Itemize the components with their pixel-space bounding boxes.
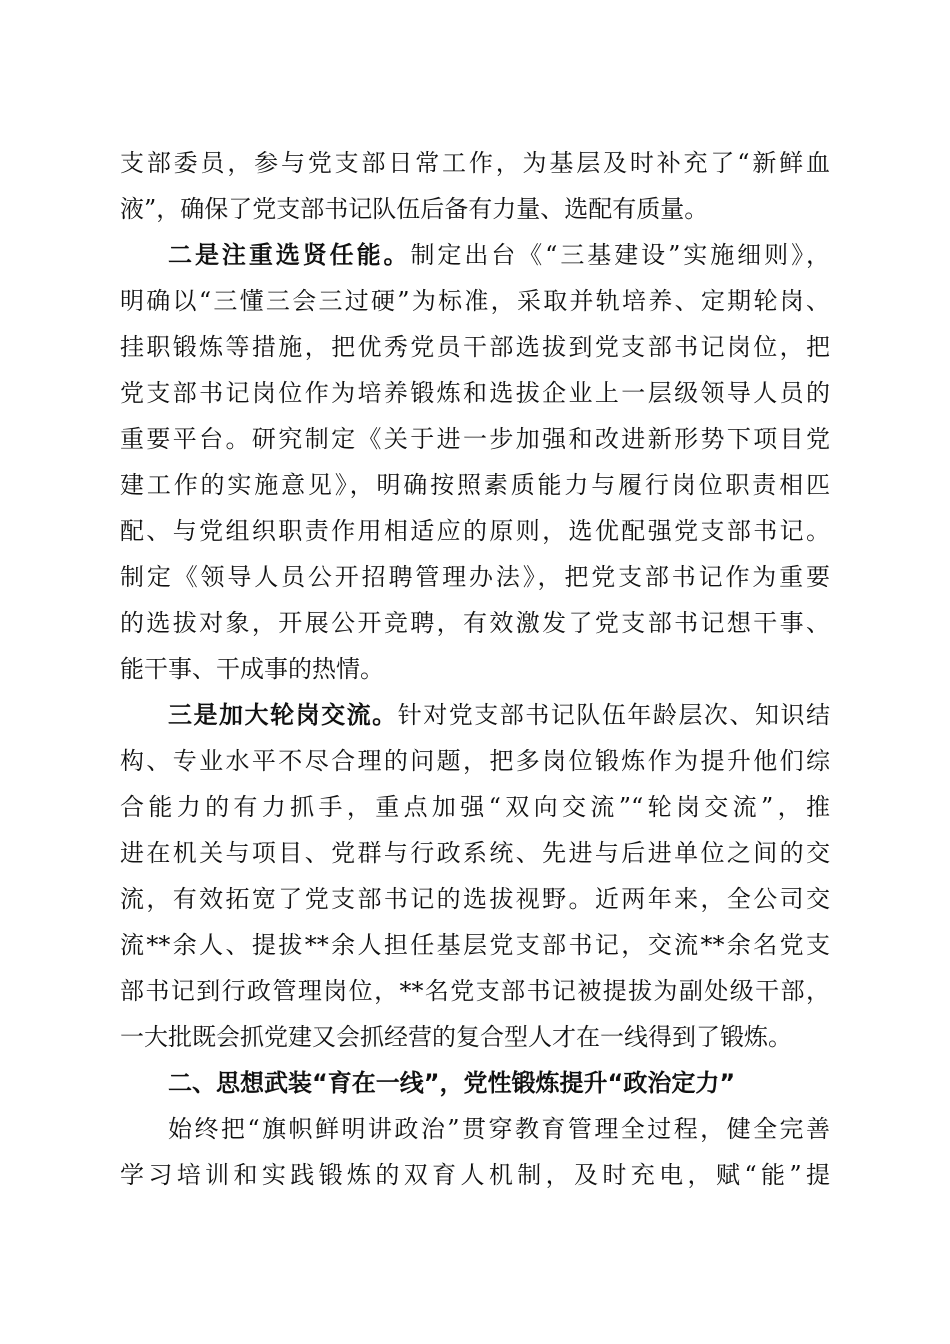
para2-first-line [168, 233, 830, 277]
para2-lead: 二是注重选贤任能。 [168, 241, 411, 269]
para4-line-2: 学习培训和实践锻炼的双育人机制，及时充电，赋“能”提 [120, 1161, 830, 1189]
para2-line-3: 挂职锻炼等措施，把优秀党员干部选拔到党支部书记岗位，把 [120, 333, 830, 361]
para3-first-rest: 针对党支部书记队伍年龄层次、知识结 [397, 701, 830, 729]
para2-line-9: 的选拔对象，开展公开竞聘，有效激发了党支部书记想干事、 [120, 609, 830, 637]
para2-line-7: 配、与党组织职责作用相适应的原则，选优配强党支部书记。 [120, 517, 830, 545]
para3-line-6: 流**余人、提拔**余人担任基层党支部书记，交流**余名党支 [120, 931, 830, 959]
para3-line-5: 流，有效拓宽了党支部书记的选拔视野。近两年来，全公司交 [120, 885, 830, 913]
para2-line-6: 建工作的实施意见》，明确按照素质能力与履行岗位职责相匹 [120, 471, 830, 499]
para2-line-8: 制定《领导人员公开招聘管理办法》，把党支部书记作为重要 [120, 563, 830, 591]
para2-line-5: 重要平台。研究制定《关于进一步加强和改进新形势下项目党 [120, 425, 830, 453]
para4-line-1: 始终把“旗帜鲜明讲政治”贯穿教育管理全过程，健全完善 [168, 1115, 830, 1143]
para3-line-8: 一大批既会抓党建又会抓经营的复合型人才在一线得到了锻炼。 [120, 1023, 792, 1051]
para1-line-1: 支部委员，参与党支部日常工作，为基层及时补充了“新鲜血 [120, 149, 830, 177]
para2-line-2: 明确以“三懂三会三过硬”为标准，采取并轨培养、定期轮岗、 [120, 287, 830, 315]
para1-line-2: 液”，确保了党支部书记队伍后备有力量、选配有质量。 [120, 195, 709, 223]
para3-first-line [168, 693, 830, 737]
para3-line-3: 合能力的有力抓手，重点加强“双向交流”“轮岗交流”，推 [120, 793, 830, 821]
para3-lead: 三是加大轮岗交流。 [168, 701, 398, 729]
para3-line-4: 进在机关与项目、党群与行政系统、先进与后进单位之间的交 [120, 839, 830, 867]
para2-first-rest: 制定出台《“三基建设”实施细则》， [410, 241, 830, 269]
para3-line-7: 部书记到行政管理岗位，**名党支部书记被提拔为副处级干部， [120, 977, 830, 1005]
section-heading-2: 二、思想武装“育在一线”，党性锻炼提升“政治定力” [168, 1069, 736, 1097]
para3-line-2: 构、专业水平不尽合理的问题，把多岗位锻炼作为提升他们综 [120, 747, 830, 775]
para2-line-4: 党支部书记岗位作为培养锻炼和选拔企业上一层级领导人员的 [120, 379, 830, 407]
para2-line-10: 能干事、干成事的热情。 [120, 655, 384, 683]
